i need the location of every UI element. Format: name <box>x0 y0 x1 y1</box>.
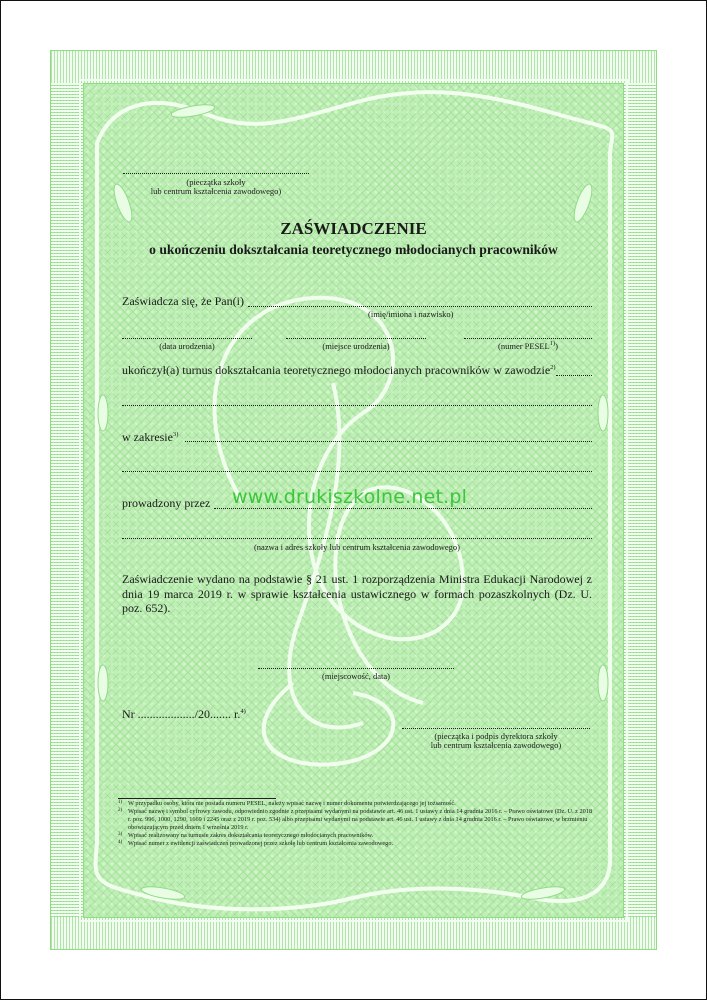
frame-right-band <box>624 83 656 917</box>
stamp-caption-line2: lub centrum kształcenia zawodowego) <box>150 186 282 196</box>
footnote-text: Wpisać nazwę i symbol cyfrowy zawodu, odpowiednio zgodnie z przepisami wydanymi na podstawie art. 46 ust. 1 ustawy z dnia 14 grudnia 2016 r. – Prawo oświatowe (Dz. U. z 2018 r. poz. 996, 1000, 1290, 1669 i 2245 oraz z 2019 r. poz. 534) albo przepisami wydanymi na podstawie art. 46 ust. 1 ustawy z dnia 14 grudnia 2016 r. – Prawo oświatowe, w brzmieniu obowiązującym przed dniem 1 września 2019 r. <box>128 808 593 831</box>
footnote-text: Wpisać realizowany na turnusie zakres dokształcania teoretycznego młodocianych pracowników. <box>128 832 374 839</box>
footnote-4 <box>118 840 596 848</box>
footnote-separator <box>118 798 276 799</box>
pesel-footnote-marker: 1) <box>549 340 556 348</box>
pesel-caption-text: (numer PESEL <box>498 341 550 351</box>
birth-place-field[interactable] <box>286 338 426 339</box>
birth-date-caption: (data urodzenia) <box>159 341 215 351</box>
scope-field-line2[interactable] <box>122 471 592 472</box>
document-title: ZAŚWIADCZENIE <box>280 219 427 238</box>
birth-place-caption: (miejsce urodzenia) <box>322 341 390 351</box>
footnotes <box>118 800 596 848</box>
certificate-number <box>122 707 246 721</box>
legal-basis-text: Zaświadczenie wydano na podstawie § 21 ust. 1 rozporządzenia Ministra Edukacji Narodowej z dnia 19 marca 2019 r. w sprawie kształcenia ustawicznego w formach pozaszkolnych (Dz. U. poz. 652). <box>122 572 592 616</box>
school-field[interactable] <box>214 508 592 509</box>
completed-label-text: ukończył(a) turnus dokształcania teoretycznego młodocianych pracowników w zawodzie <box>122 363 551 377</box>
pesel-caption: (numer PESEL$^{1)}$) <box>498 340 558 351</box>
signature-caption-line1: (pieczątka i podpis dyrektora szkoły <box>434 731 558 741</box>
footnote-marker: 4) <box>118 840 123 845</box>
scope-label-text: w zakresie <box>122 430 173 444</box>
school-caption: (nazwa i adres szkoły lub centrum kształcenia zawodowego) <box>253 542 461 552</box>
name-caption: (imię/imiona i nazwisko) <box>368 309 454 319</box>
completed-label <box>122 363 556 377</box>
frame-left-band <box>51 83 83 917</box>
profession-footnote-marker: 2) <box>550 364 556 371</box>
scope-field[interactable] <box>185 441 592 442</box>
document-subtitle: o ukończeniu dokształcania teoretycznego młodocianych pracowników <box>149 242 558 257</box>
footnote-3 <box>118 832 596 840</box>
place-date-caption: (miejscowość, data) <box>322 671 390 681</box>
signature-field[interactable] <box>402 728 590 729</box>
certificate-number-text: Nr .................../20....... r. <box>122 707 241 721</box>
stamp-dotted-line <box>123 173 309 174</box>
school-field-line2[interactable] <box>122 538 592 539</box>
conducted-label: prowadzony przez <box>122 496 211 510</box>
footnote-marker: 1) <box>118 800 123 805</box>
profession-field[interactable] <box>556 375 592 376</box>
footnote-2 <box>118 808 596 832</box>
scope-footnote-marker: 3) <box>172 431 179 438</box>
birth-date-field[interactable] <box>122 338 252 339</box>
website-watermark: www.drukiszkolne.net.pl <box>232 486 468 508</box>
footnote-marker: 2) <box>118 808 123 813</box>
pesel-field[interactable] <box>464 338 592 339</box>
stamp-caption-line1: (pieczątka szkoły <box>186 177 246 187</box>
footnote-text: W przypadku osoby, która nie posiada numeru PESEL, należy wpisać nazwę i numer dokumentu potwierdzającego jej tożsamość. <box>128 800 456 807</box>
certify-label: Zaświadcza się, że Pan(i) <box>122 294 244 308</box>
signature-caption-line2: lub centrum kształcenia zawodowego) <box>430 740 562 750</box>
place-date-field[interactable] <box>258 668 454 669</box>
footnote-marker: 3) <box>118 832 123 837</box>
profession-field-line2[interactable] <box>122 405 592 406</box>
name-field[interactable] <box>248 306 592 307</box>
footnote-1 <box>118 800 596 808</box>
scope-label <box>122 430 178 444</box>
footnote-text: Wpisać numer z ewidencji zaświadczeń prowadzonej przez szkołę lub centrum kształcenia zawodowego. <box>128 840 394 847</box>
number-footnote-marker: 4) <box>240 708 246 715</box>
